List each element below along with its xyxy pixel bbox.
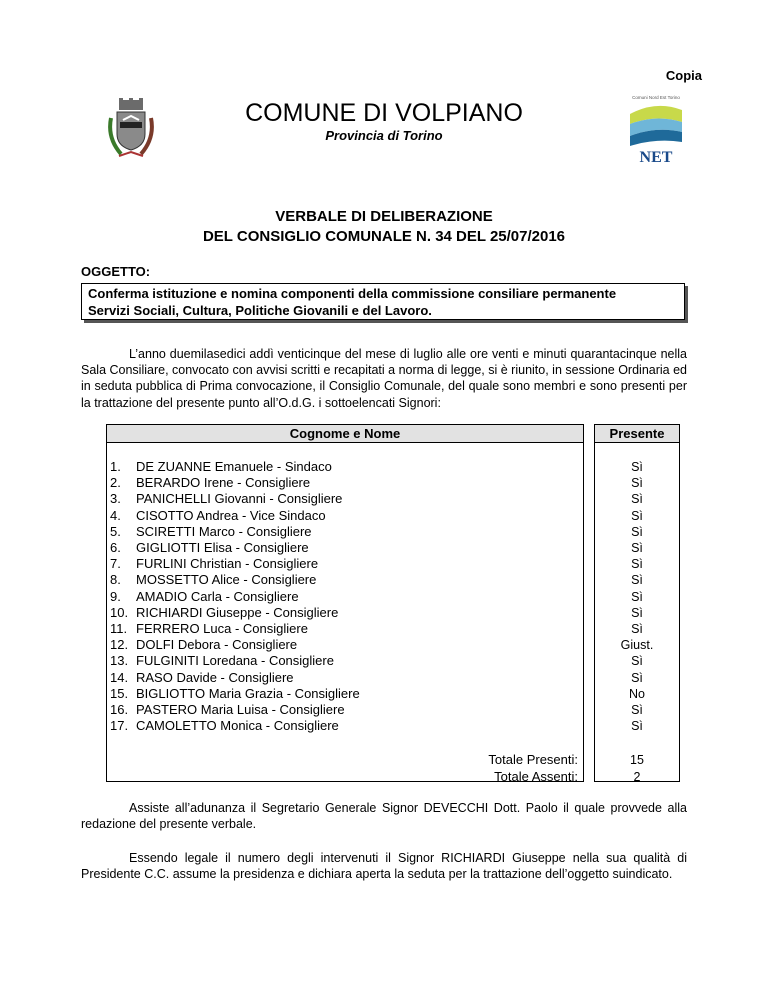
member-number: 7. — [110, 556, 121, 572]
member-number: 14. — [110, 669, 129, 685]
member-presence: Sì — [631, 492, 643, 507]
member-number: 8. — [110, 572, 121, 588]
member-name: BIGLIOTTO Maria Grazia - Consigliere — [136, 685, 360, 701]
member-name: RICHIARDI Giuseppe - Consigliere — [136, 604, 339, 620]
attendance-present-column — [594, 424, 680, 782]
member-row — [107, 637, 583, 653]
member-name: PASTERO Maria Luisa - Consigliere — [136, 702, 345, 718]
member-row — [107, 459, 583, 475]
member-row — [107, 491, 583, 507]
totals-labels — [488, 752, 578, 785]
member-name: GIGLIOTTI Elisa - Consigliere — [136, 540, 309, 556]
member-name: DOLFI Debora - Consigliere — [136, 637, 298, 653]
member-name: PANICHELLI Giovanni - Consigliere — [136, 491, 343, 507]
presence-list — [595, 459, 679, 734]
member-name: RASO Davide - Consigliere — [136, 669, 294, 685]
document-title-line1: VERBALE DI DELIBERAZIONE — [275, 208, 493, 225]
member-number: 5. — [110, 523, 121, 539]
member-name: AMADIO Carla - Consigliere — [136, 588, 299, 604]
subject-line1: Conferma istituzione e nomina componenti della commissione consiliare permanente — [88, 286, 617, 301]
member-number: 15. — [110, 685, 129, 701]
member-row — [107, 524, 583, 540]
svg-text:Comuni Nord Est Torino: Comuni Nord Est Torino — [632, 95, 680, 100]
member-name: FURLINI Christian - Consigliere — [136, 556, 319, 572]
member-row — [107, 475, 583, 491]
member-name: CAMOLETTO Monica - Consigliere — [136, 718, 339, 734]
member-presence: Sì — [631, 670, 643, 685]
member-presence: Sì — [631, 703, 643, 718]
member-number: 9. — [110, 588, 121, 604]
members-list — [107, 459, 583, 734]
member-presence: Sì — [631, 573, 643, 588]
total-present-value: 15 — [630, 753, 644, 767]
member-presence: Sì — [631, 605, 643, 620]
member-presence: Sì — [631, 541, 643, 556]
member-name: BERARDO Irene - Consigliere — [136, 475, 311, 491]
column-header-present: Presente — [595, 425, 679, 443]
member-presence: Sì — [631, 589, 643, 604]
secretary-paragraph: Assiste all’adunanza il Segretario Generale Signor DEVECCHI Dott. Paolo il quale provvede alla redazione del presente verbale. — [81, 801, 687, 832]
member-presence: No — [629, 686, 645, 701]
member-row — [107, 572, 583, 588]
member-row — [107, 653, 583, 669]
member-name: FULGINITI Loredana - Consigliere — [136, 653, 334, 669]
member-number: 17. — [110, 718, 129, 734]
member-number: 16. — [110, 702, 129, 718]
member-row — [107, 702, 583, 718]
member-number: 10. — [110, 604, 129, 620]
member-name: SCIRETTI Marco - Consigliere — [136, 523, 312, 539]
member-row — [107, 621, 583, 637]
member-presence: Sì — [631, 557, 643, 572]
member-presence: Sì — [631, 654, 643, 669]
member-name: CISOTTO Andrea - Vice Sindaco — [136, 507, 326, 523]
member-presence: Sì — [631, 719, 643, 734]
member-presence: Sì — [631, 622, 643, 637]
member-row — [107, 508, 583, 524]
member-presence: Sì — [631, 524, 643, 539]
subject-label: OGGETTO: — [81, 264, 151, 279]
intro-paragraph: L’anno duemilasedici addì venticinque del mese di luglio alle ore venti e minuti quarantacinque nella Sala Consiliare, convocato con avvisi scritti e recapitati a norma di legge, si è riunito, in sessione Ordinaria ed in seduta pubblica di Prima convocazione, il Consiglio Comunale, del quale sono membri e sono presenti per la trattazione del presente punto all’O.d.G. i sottoelencati Signori: — [81, 347, 687, 410]
member-number: 13. — [110, 653, 129, 669]
member-number: 6. — [110, 540, 121, 556]
document-title — [0, 207, 768, 247]
member-presence: Sì — [631, 460, 643, 474]
member-number: 11. — [110, 621, 128, 637]
total-absent-value: 2 — [633, 769, 641, 784]
total-absent-label: Totale Assenti: — [494, 768, 578, 784]
province-subtitle: Provincia di Torino — [325, 128, 443, 143]
member-number: 12. — [110, 637, 129, 653]
member-presence: Sì — [631, 476, 643, 491]
attendance-names-column — [106, 424, 584, 782]
member-row — [107, 605, 583, 621]
presidency-paragraph: Essendo legale il numero degli intervenuti il Signor RICHIARDI Giuseppe nella sua qualità di Presidente C.C. assume la presidenza e dichiara aperta la seduta per la trattazione dell’oggetto suindicato. — [81, 851, 687, 882]
member-name: FERRERO Luca - Consigliere — [136, 621, 308, 637]
total-present-label: Totale Presenti: — [488, 752, 578, 767]
member-number: 4. — [110, 507, 121, 523]
member-name: MOSSETTO Alice - Consigliere — [136, 572, 317, 588]
member-row — [107, 670, 583, 686]
copy-label: Copia — [665, 68, 702, 83]
member-row — [107, 540, 583, 556]
member-row — [107, 718, 583, 734]
member-row — [107, 589, 583, 605]
member-row — [107, 686, 583, 702]
subject-box — [81, 283, 685, 320]
svg-text:NET: NET — [639, 149, 673, 166]
member-number: 3. — [110, 491, 121, 507]
member-name: DE ZUANNE Emanuele - Sindaco — [136, 459, 332, 474]
member-row — [107, 556, 583, 572]
member-number: 1. — [110, 459, 121, 474]
column-header-name: Cognome e Nome — [107, 425, 583, 443]
member-presence: Giust. — [620, 638, 654, 653]
subject-line2: Servizi Sociali, Cultura, Politiche Giovanili e del Lavoro. — [88, 303, 432, 318]
totals-values — [595, 752, 679, 785]
municipality-title: COMUNE DI VOLPIANO — [245, 99, 523, 127]
member-number: 2. — [110, 475, 121, 491]
document-title-line2: DEL CONSIGLIO COMUNALE N. 34 DEL 25/07/2016 — [202, 228, 566, 245]
member-presence: Sì — [631, 508, 643, 523]
